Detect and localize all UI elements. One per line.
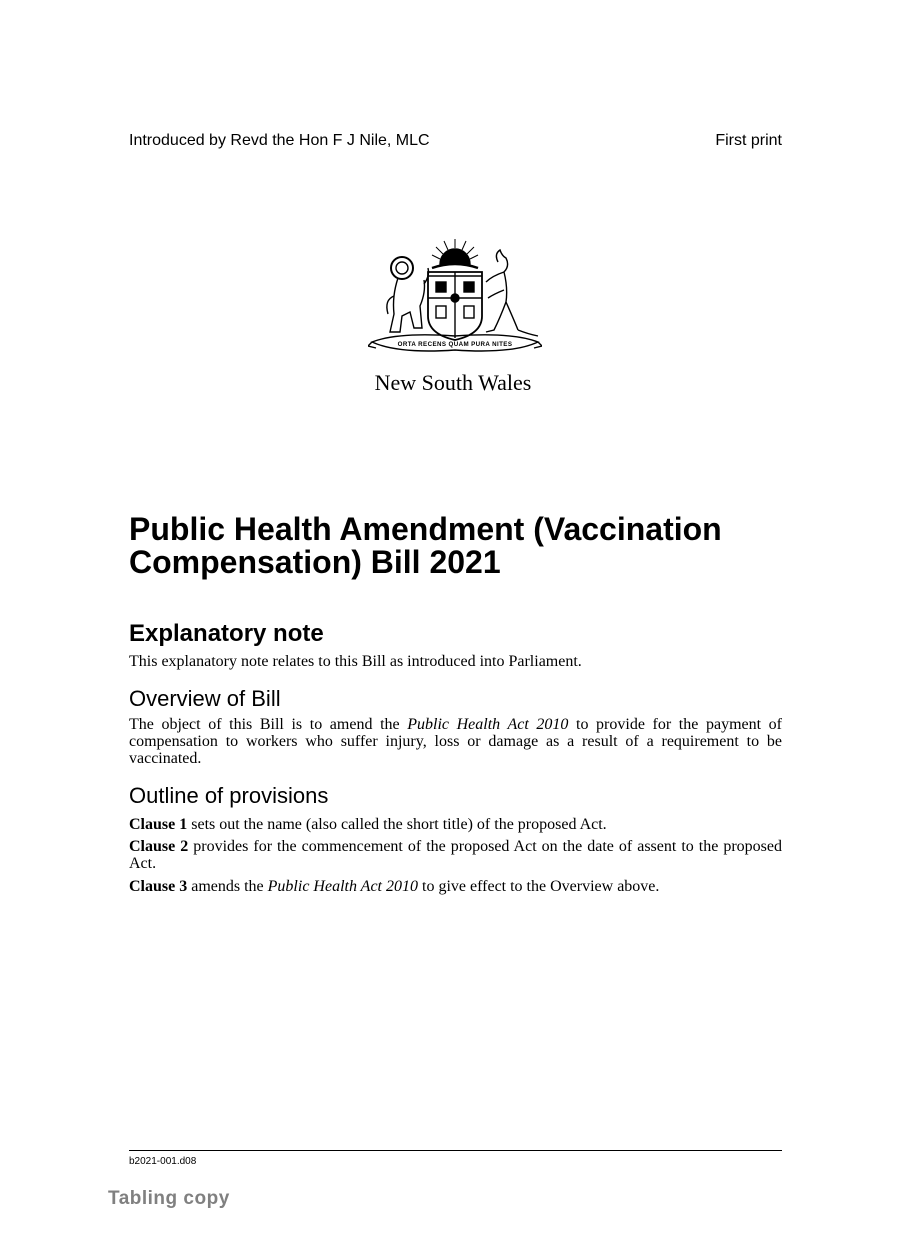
explanatory-note-intro: This explanatory note relates to this Bill as introduced into Parliament. [129,653,582,670]
explanatory-note-heading: Explanatory note [129,620,324,647]
clause-2-text: provides for the commencement of the proposed Act on the date of assent to the proposed Act. [129,838,782,872]
overview-paragraph [129,716,782,767]
tabling-copy-label: Tabling copy [108,1188,230,1209]
overview-act-name: Public Health Act 2010 [407,716,569,733]
overview-heading: Overview of Bill [129,686,281,711]
clause-1-text: sets out the name (also called the short title) of the proposed Act. [187,816,607,833]
introduced-by: Introduced by Revd the Hon F J Nile, MLC [129,132,430,149]
svg-text:ORTA RECENS QUAM PURA NITES: ORTA RECENS QUAM PURA NITES [397,341,513,348]
overview-text-after: to provide for the payment of compensation to workers who suffer injury, loss or damage as a result of a requirement to be vaccinated. [129,716,782,767]
bill-title: Public Health Amendment (Vaccination Compensation) Bill 2021 [129,511,722,580]
overview-text-before: The object of this Bill is to amend the [129,716,408,733]
outline-heading: Outline of provisions [129,783,329,808]
clause-2 [129,838,782,872]
clause-3 [129,878,782,895]
clause-3-label: Clause 3 [129,878,188,895]
clause-3-act-name: Public Health Act 2010 [267,878,418,895]
clause-3-after: to give effect to the Overview above. [418,878,660,895]
state-name: New South Wales [374,370,532,395]
clause-1 [129,816,782,833]
clause-3-before: amends the [187,878,268,895]
nsw-coat-of-arms-icon [368,236,542,360]
clause-1-label: Clause 1 [129,816,188,833]
document-id: b2021-001.d08 [129,1156,197,1167]
print-status: First print [715,132,782,149]
footer-rule [129,1150,782,1151]
clause-2-label: Clause 2 [129,838,189,855]
